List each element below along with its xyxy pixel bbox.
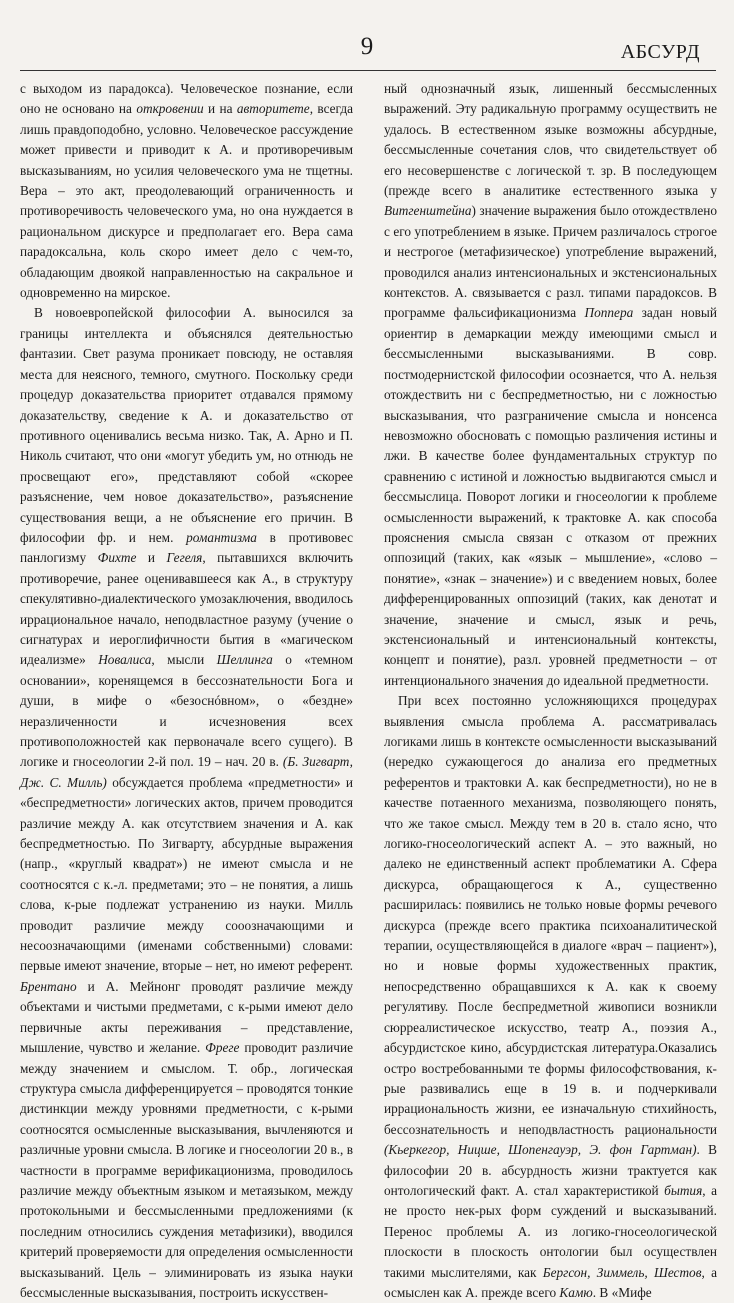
text-run: . В философии 20 в. абсурдность жизни трактуется как онтологический факт. А. стал характеристикой: [384, 1142, 717, 1198]
italic-term: Новалиса: [98, 652, 152, 668]
text-run: В новоевропейской философии А. выносился за границы интеллекта и объяснялся деятельностью фантазии. Свет разума проникает повсюду, не оставляя места для неясного, темного, смутного. Поскольку среди процедур доказательства приоритет отдавался прямому доказательству, сведение к А. и доказательство от противного оценивались весьма низко. Так, А. Арно и П. Николь считают, что они «могут убедить ум, но отнюдь не просвещают его», представляют собой «скорее разъяснение, чем новое доказательство», разъяснение существования вещи, а не объяснение его причин. В философии фр. и нем.: [20, 305, 353, 545]
text-run: , а осмыслен как А. прежде всего: [384, 1264, 717, 1300]
header-rule: [20, 70, 716, 71]
italic-term: Брентано: [20, 978, 77, 994]
italic-term: Шеллинга: [216, 652, 273, 668]
italic-term: (Б. Зигварт, Дж. С. Милль): [20, 754, 353, 790]
running-title: АБСУРД: [620, 41, 700, 63]
italic-term: бытия: [664, 1182, 703, 1198]
paragraph: [20, 303, 353, 1303]
italic-term: Витгенштейна: [384, 203, 472, 219]
italic-term: Фреге: [205, 1040, 240, 1056]
text-run: ) значение выражения было отождествлено с его употреблением в языке. Причем различалось строгое и нестрогое (метафизическое) употребление выражений, проводился анализ интенсиональных и экстенсиональных контекстов. А. связывается с разл. типами парадоксов. В программе фальсификационизма: [384, 203, 717, 321]
text-run: , мысли: [151, 652, 217, 668]
text-run: о «темном основании», коренящемся в бессознательности Бога и души, в мифе о «безоснóвном», о «бездне» неразличенности и исчезновения всех противоположностей как первоначале всего сущего). В логике и гносеологии 2-й пол. 19 – нач. 20 в.: [20, 652, 353, 770]
text-run: При всех постоянно усложняющихся процедурах выявления смысла проблема А. рассматривалась логиками лишь в контексте осмысленности высказываний (нередко сужающегося до анализа его предметных референтов и трактовки А. как беспредметности), но не в качестве потаенного механизма, позволяющего понять, что же такое смысл. Между тем в 20 в. стало ясно, что логико-гносеологический аспект А. – это важный, но далеко не единственный аспект проблематики А. Сфера дискурса, обращающегося к А., существенно расширилась: появились не только новые формы речевого дискурса (прежде всего практика психоаналитической терапии, осуществляющейся в диалоге «врач – пациент»), но и новые формы художественных практик, непосредственно обращавшихся к А. как к своему регулятиву. После беспредметной живописи возникли сюрреалистическое искусство, театр А., поэзия А., абсурдистское кино, абсурдистская литература.Оказались остро востребованными те формы философствования, к-рые развивались еще в 19 в. и подчеркивали иррациональность жизни, ее изначальную стихийность, бессознательность и неподвластность рациональности: [384, 693, 717, 1137]
italic-term: (Кьеркегор, Ницше, Шопенгауэр, Э. фон Гартман): [384, 1142, 697, 1158]
text-run: , всегда лишь правдоподобно, условно. Человеческое рассуждение может привести и приводит к А. и противоречивым высказываниям, но усилия человеческого ума не тщетны. Вера – это акт, преодолевающий ограниченность и противоречивость человеческого ума, но она нуждается в рациональном дискурсе и предполагает его. Вера сама парадоксальна, коль скоро имеет дело с чем-то, обладающим двоякой направленностью на сакральное и одновременно на мирское.: [20, 101, 353, 301]
italic-term: Камю: [559, 1284, 593, 1300]
text-run: , а не просто нек-рых форм суждений и высказываний. Перенос проблемы А. из логико-гносеологической плоскости в плоскость онтологии был осуществлен такими мыслителями, как: [384, 1182, 717, 1280]
italic-term: Поппера: [584, 305, 634, 321]
text-run: . В «Мифе: [592, 1284, 652, 1300]
italic-term: романтизма: [186, 529, 257, 545]
italic-term: Гегеля: [166, 550, 203, 566]
text-run: и: [136, 550, 167, 566]
paragraph: [384, 691, 717, 1303]
italic-term: авторитете: [236, 101, 310, 117]
italic-term: Бергсон, Зиммель, Шестов: [542, 1264, 702, 1280]
page-number: 9: [360, 33, 374, 60]
text-run: , пытавшихся включить противоречие, ранее оценивавшееся как А., в структуру спекулятивно-диалектического умозаключения, вводилось иррациональное начало, неподвластное разуму (учение о сигнатурах и иероглифичности бытия в «магическом идеализме»: [20, 550, 353, 668]
text-run: с выходом из парадокса). Человеческое познание, если оно не основано на: [20, 81, 353, 117]
text-run: обсуждается проблема «предметности» и «беспредметности» логических актов, причем проводится различие между А. как отсутствием значения и А. как беспредметностью. По Зигварту, абсурдные выражения (напр., «круглый квадрат») не имеют смысла и не соотносятся с к.-л. предметами; это – не понятия, а лишь слова, к-рые подлежат устранению из науки. Милль проводит различие между сооозначающими и несоозначающими (именами собственными) словами: первые имеют значение, вторые – нет, но имеют референт.: [20, 774, 353, 974]
paragraph: [384, 79, 717, 691]
text-run: и А. Мейнонг проводят различие между объектами и чистыми предметами, с к-рыми имеют дело первичные акты переживания – представление, мышление, чувство и желание.: [20, 978, 353, 1056]
left-column: [20, 79, 353, 1303]
text-run: и на: [203, 101, 237, 117]
paragraph: [20, 79, 353, 303]
italic-term: Фихте: [97, 550, 137, 566]
text-run: ный однозначный язык, лишенный бессмысленных выражений. Эту радикальную программу осуществить не удалось. В естественном языке возможны абсурдные, бессмысленные сочетания слов, что свидетельствует об его несовершенстве с логической т. зр. В последующем (прежде всего в аналитике естественного языка у: [384, 81, 717, 199]
italic-term: откровении: [136, 101, 204, 117]
text-run: задан новый ориентир в демаркации между имеющими смысл и бессмысленными высказываниями. В совр. постмодернистской философии осознается, что А. нельзя отождествить ни с беспредметностью, ни с ложностью высказывания, что разграничение смысла и нонсенса невозможно обосновать с помощью различения истины и лжи. В качестве более фундаментальных структур по сравнению с истиной и ложностью выдвигаются смысл и бессмыслица. Поворот логики и гносеологии к проблеме осмысленности выражений, к трактовке А. как способа прояснения смысла связан с отказом от прежних оппозиций (таких, как «язык – мышление», «слово – понятие», «знак – значение») и с введением новых, более дифференцированных оппозиций (таких, как денотат и значение, значение и смысл, язык и речь, экстенсиональный и интенсиональный контексты, концепт и понятие), разл. уровней предметности – от интенционального значения до идеальной предметности.: [384, 305, 717, 688]
text-run: в противовес панлогизму: [20, 529, 353, 566]
right-column: [384, 79, 717, 1303]
text-run: проводит различие между значением и смыслом. Т. обр., логическая структура смысла дифференцируется – проводятся тонкие дистинкции между уровнями предметности, с к-рыми соотносятся осмысленные высказывания, вычленяются и различные уровни смысла. В логике и гносеологии 20 в., в частности в программе верификационизма, проводилось различие между объектным языком и метаязыком, между протокольными и бессмысленными предложениями (к последним относились суждения метафизики), вводился критерий проверяемости для определения осмысленности высказываний. Цель – элиминировать из языка науки бессмысленные высказывания, построить искусствен-: [20, 1040, 353, 1300]
